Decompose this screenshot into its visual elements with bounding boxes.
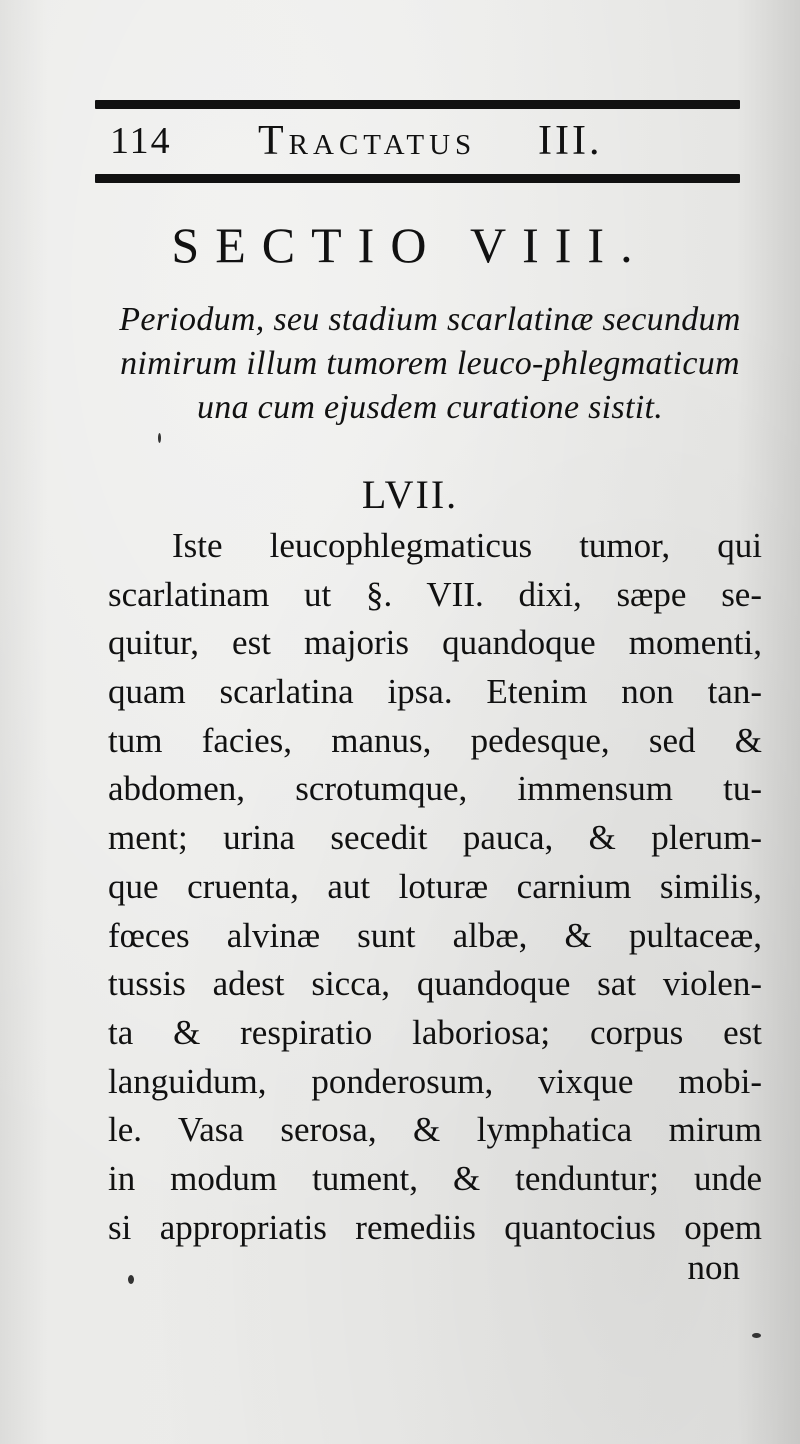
- body-line: que cruenta, aut loturæ carnium similis,: [108, 866, 762, 906]
- ink-speck: [752, 1333, 761, 1338]
- section-heading: SECTIO VIII.: [171, 217, 649, 273]
- running-title: Tractatus: [258, 118, 477, 164]
- running-title-numeral: III.: [538, 118, 603, 164]
- summary-line: Periodum, seu stadium scarlatinæ secundum: [119, 301, 741, 338]
- body-line: si appropriatis remediis quantocius opem: [108, 1207, 762, 1247]
- body-line: fœces alvinæ sunt albæ, & pultaceæ,: [108, 915, 762, 955]
- body-line: languidum, ponderosum, vixque mobi-: [108, 1061, 762, 1101]
- body-line: ta & respiratio laboriosa; corpus est: [108, 1012, 762, 1052]
- body-line: abdomen, scrotumque, immensum tu-: [108, 769, 762, 809]
- running-head: [110, 112, 670, 170]
- page-number: 114: [110, 120, 172, 162]
- ink-speck: [158, 433, 161, 443]
- summary-line: nimirum illum tumorem leuco-phlegmaticum: [120, 345, 740, 382]
- header-rule-top: [95, 100, 740, 109]
- body-line: Iste leucophlegmaticus tumor, qui: [172, 526, 762, 565]
- body-line: quitur, est majoris quandoque momenti,: [108, 623, 762, 663]
- body-line: quam scarlatina ipsa. Etenim non tan-: [108, 672, 762, 712]
- paragraph-number: LVII.: [361, 472, 459, 517]
- summary-line: una cum ejusdem curatione sistit.: [196, 389, 663, 426]
- body-line: le. Vasa serosa, & lymphatica mirum: [108, 1110, 762, 1150]
- body-line: tum facies, manus, pedesque, sed &: [108, 720, 762, 760]
- catchword: non: [687, 1248, 740, 1287]
- body-text: [108, 522, 762, 1252]
- ink-speck: [128, 1275, 134, 1284]
- body-line: tussis adest sicca, quandoque sat violen-: [108, 964, 762, 1004]
- section-summary: [100, 298, 760, 430]
- body-line: in modum tument, & tenduntur; unde: [108, 1158, 762, 1198]
- body-line: scarlatinam ut §. VII. dixi, sæpe se-: [108, 574, 762, 614]
- body-line: ment; urina secedit pauca, & plerum-: [108, 818, 762, 858]
- header-rule-bottom: [95, 174, 740, 183]
